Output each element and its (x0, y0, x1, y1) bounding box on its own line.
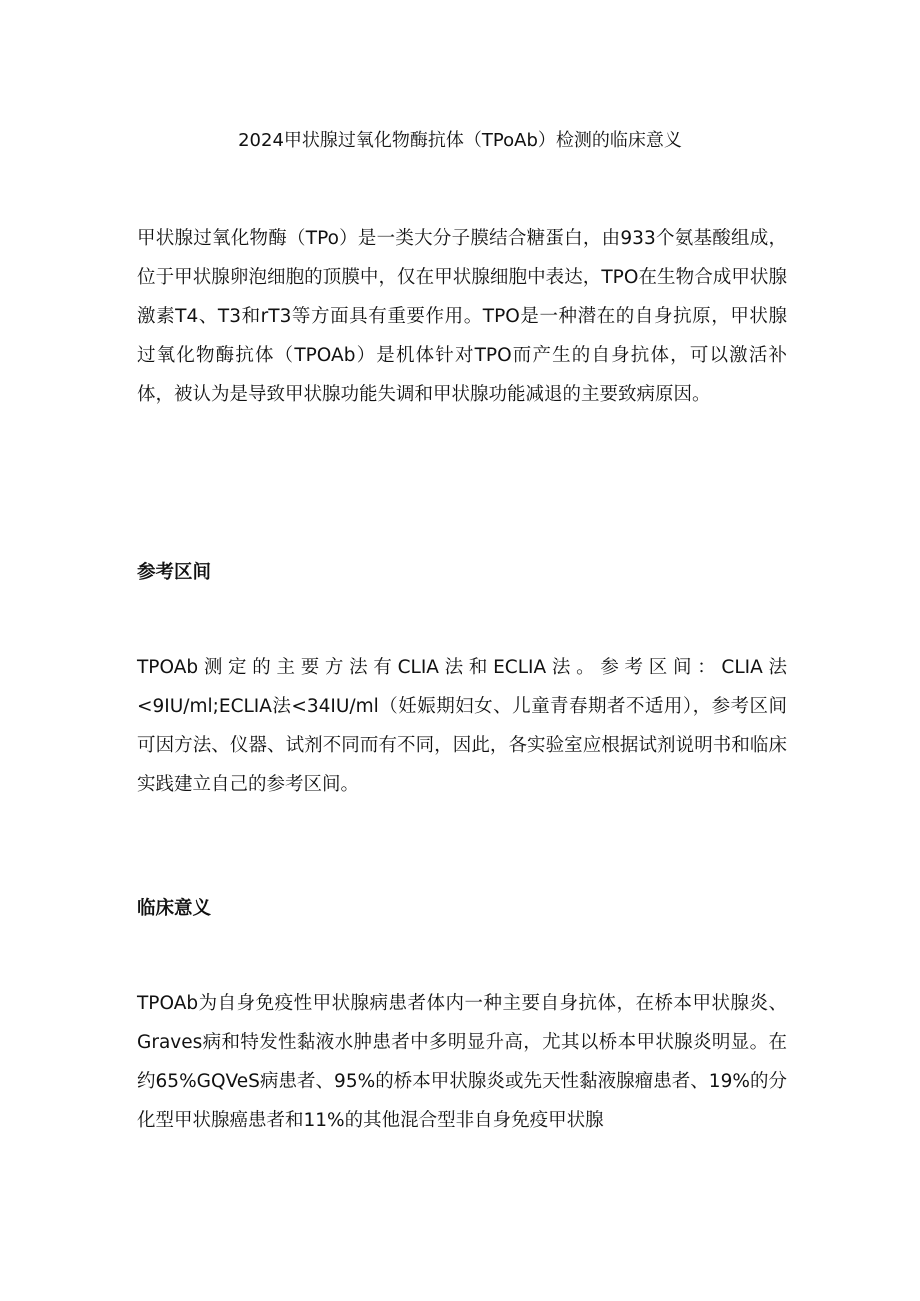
document-title: 2024甲状腺过氧化物酶抗体（TPoAb）检测的临床意义 (238, 130, 682, 151)
clinical-significance-heading: 临床意义 (137, 898, 212, 919)
intro-paragraph: 甲状腺过氧化物酶（TPo）是一类大分子膜结合糖蛋白，由933个氨基酸组成，位于甲状腺卵泡细胞的顶膜中，仅在甲状腺细胞中表达，TPO在生物合成甲状腺激素T4、T3和rT3等方面具有重要作用。TPO是一种潜在的自身抗原，甲状腺过氧化物酶抗体（TPOAb）是机体针对TPO而产生的自身抗体，可以激活补体，被认为是导致甲状腺功能失调和甲状腺功能减退的主要致病原因。 (137, 228, 787, 405)
reference-range-paragraph: TPOAb测定的主要方法有CLIA法和ECLIA法。参考区间：CLIA法<9IU/ml;ECLIA法<34IU/ml（妊娠期妇女、儿童青春期者不适用），参考区间可因方法、仪器、试剂不同而有不同，因此，各实验室应根据试剂说明书和临床实践建立自己的参考区间。 (137, 657, 787, 795)
clinical-significance-paragraph: TPOAb为自身免疫性甲状腺病患者体内一种主要自身抗体，在桥本甲状腺炎、Graves病和特发性黏液水肿患者中多明显升高，尤其以桥本甲状腺炎明显。在约65%GQVeS病患者、95%的桥本甲状腺炎或先天性黏液腺瘤患者、19%的分化型甲状腺癌患者和11%的其他混合型非自身免疫甲状腺 (137, 993, 787, 1131)
reference-range-heading: 参考区间 (137, 562, 212, 583)
